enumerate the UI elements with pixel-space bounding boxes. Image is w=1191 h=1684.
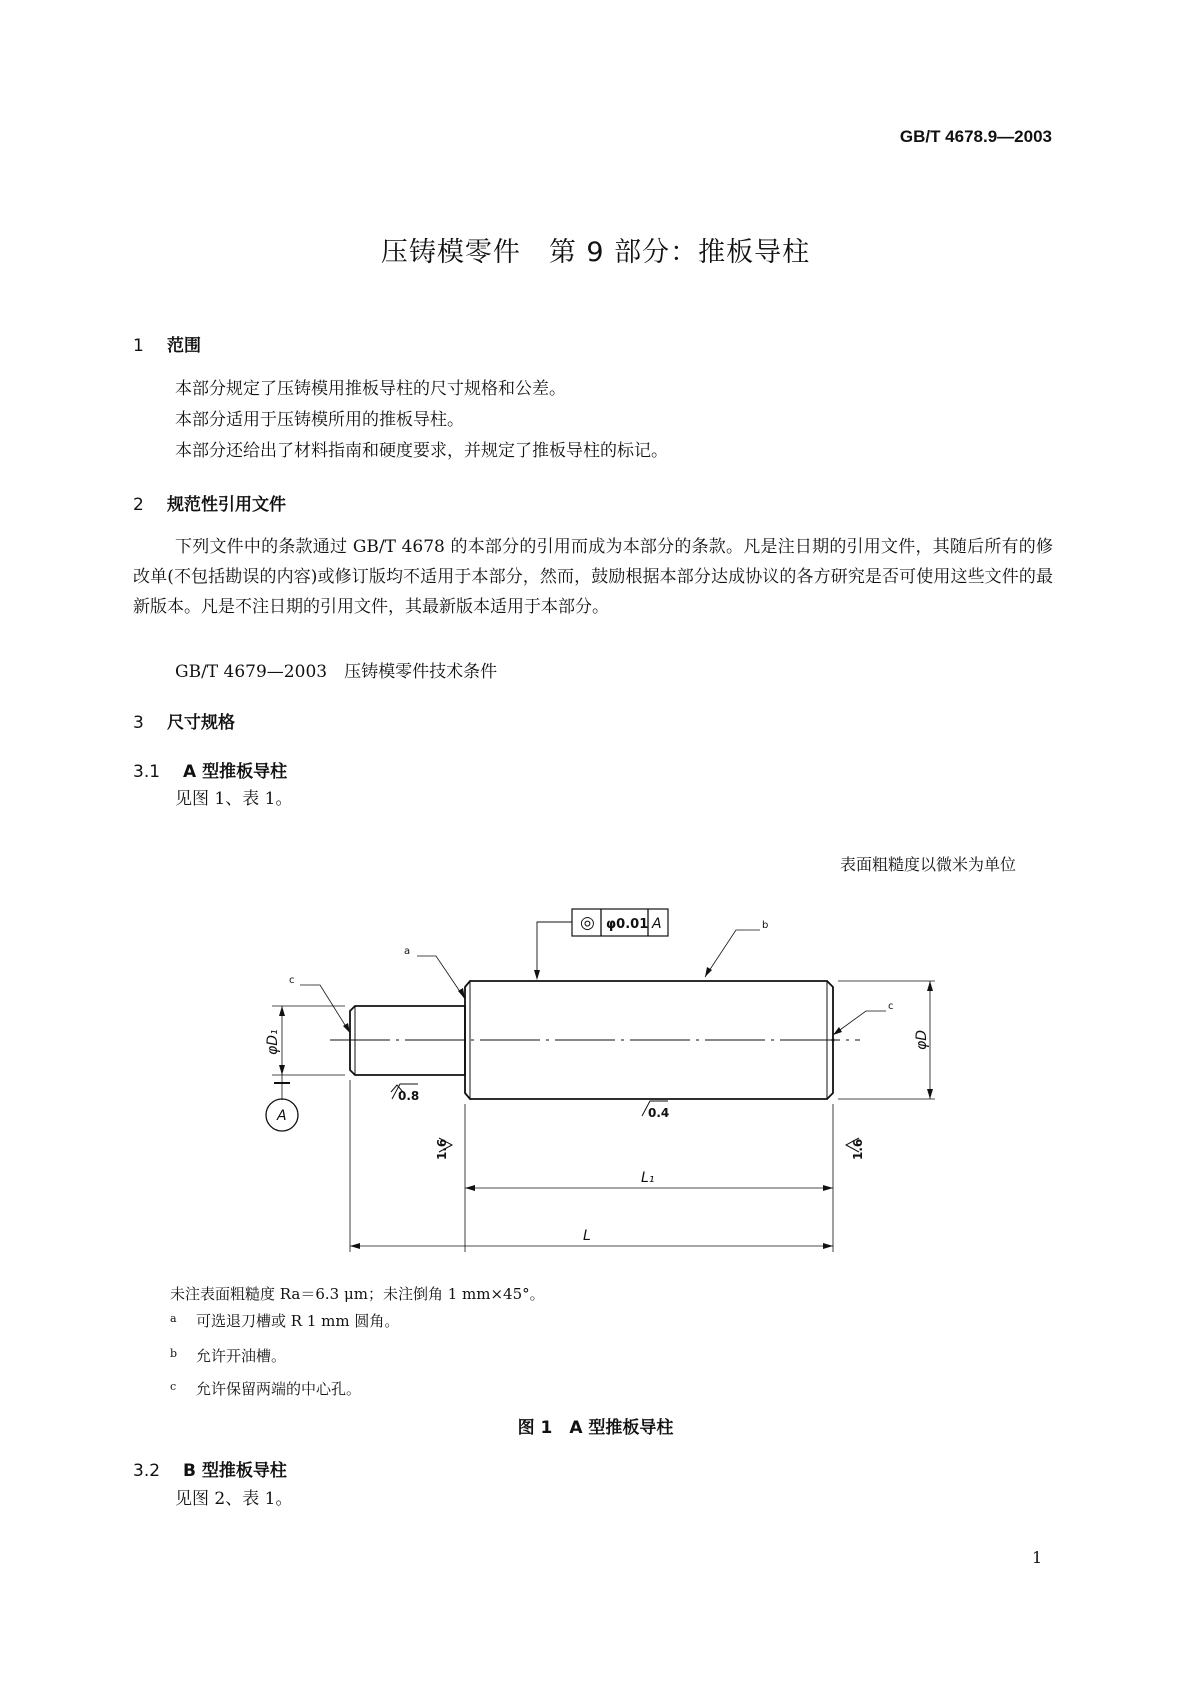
dim-D1-label: φD₁ (265, 1029, 281, 1055)
section-3-2-heading (133, 1456, 287, 1481)
footnote-text: 可选退刀槽或 R 1 mm 圆角。 (196, 1312, 400, 1330)
leader-b-label: b (762, 920, 769, 931)
section-1-para-3: 本部分还给出了材料指南和硬度要求，并规定了推板导柱的标记。 (175, 441, 668, 461)
section-title: 规范性引用文件 (167, 495, 286, 515)
footnote-text: 允许保留两端的中心孔。 (196, 1380, 362, 1398)
footnote-text: 允许开油槽。 (196, 1347, 287, 1365)
section-1-para-2: 本部分适用于压铸模所用的推板导柱。 (175, 410, 464, 430)
footnote-b (170, 1345, 286, 1366)
section-number: 3.2 (133, 1461, 161, 1481)
tolerance-datum: A (652, 916, 662, 932)
leader-c-label: c (289, 975, 295, 986)
concentricity-icon: ◎ (580, 913, 595, 933)
leader-a (417, 956, 465, 999)
small-shaft (350, 1006, 465, 1075)
tolerance-value: φ0.01 (606, 917, 649, 932)
section-number: 3.1 (133, 762, 161, 782)
figure-note: 未注表面粗糙度 Ra＝6.3 μm；未注倒角 1 mm×45°。 (170, 1285, 545, 1303)
section-title: 尺寸规格 (167, 713, 235, 733)
footnote-a (170, 1310, 399, 1331)
roughness-1.6-left: 1.6 (435, 1138, 449, 1160)
roughness-0.4: 0.4 (648, 1106, 670, 1120)
footnote-c (170, 1378, 361, 1399)
section-title: B 型推板导柱 (183, 1461, 287, 1481)
leader-c-left (300, 985, 350, 1033)
unit-note: 表面粗糙度以微米为单位 (840, 855, 1017, 874)
section-1-para-1: 本部分规定了压铸模用推板导柱的尺寸规格和公差。 (175, 379, 566, 399)
dim-L1-label: L₁ (641, 1170, 655, 1186)
section-3-1-para: 见图 1、表 1。 (175, 789, 293, 809)
normative-reference: GB/T 4679—2003 压铸模零件技术条件 (175, 662, 498, 682)
section-title: A 型推板导柱 (183, 762, 288, 782)
page-title: 压铸模零件 第 9 部分：推板导柱 (380, 237, 811, 268)
footnote-mark: a (170, 1312, 177, 1325)
section-number: 2 (133, 495, 144, 515)
dim-D-label: φD (914, 1029, 930, 1050)
roughness-1.6-right: 1.6 (851, 1138, 865, 1160)
section-2-para: 下列文件中的条款通过 GB/T 4678 的本部分的引用而成为本部分的条款。凡是注日期的引用文件，其随后所有的修改单(不包括勘误的内容)或修订版均不适用于本部分，然而，鼓励根据本部分达成协议的各方研究是否可使用这些文件的最新版本。凡是不注日期的引用文件，其最新版本适用于本部分。 (133, 537, 1053, 617)
leader-b (705, 930, 760, 977)
leader-c-label: c (888, 1001, 894, 1012)
page-number: 1 (1032, 1548, 1043, 1567)
figure-caption: 图 1 A 型推板导柱 (517, 1418, 674, 1438)
footnote-mark: c (170, 1380, 177, 1393)
datum-label: A (277, 1108, 287, 1124)
section-number: 1 (133, 336, 144, 356)
dim-L-label: L (583, 1228, 591, 1244)
footnote-mark: b (170, 1347, 178, 1360)
leader-a-label: a (404, 946, 411, 957)
section-title: 范围 (167, 336, 201, 356)
section-3-2-para: 见图 2、表 1。 (175, 1489, 293, 1509)
standard-number: GB/T 4678.9—2003 (899, 127, 1052, 146)
section-number: 3 (133, 713, 144, 733)
roughness-0.8: 0.8 (398, 1089, 420, 1103)
